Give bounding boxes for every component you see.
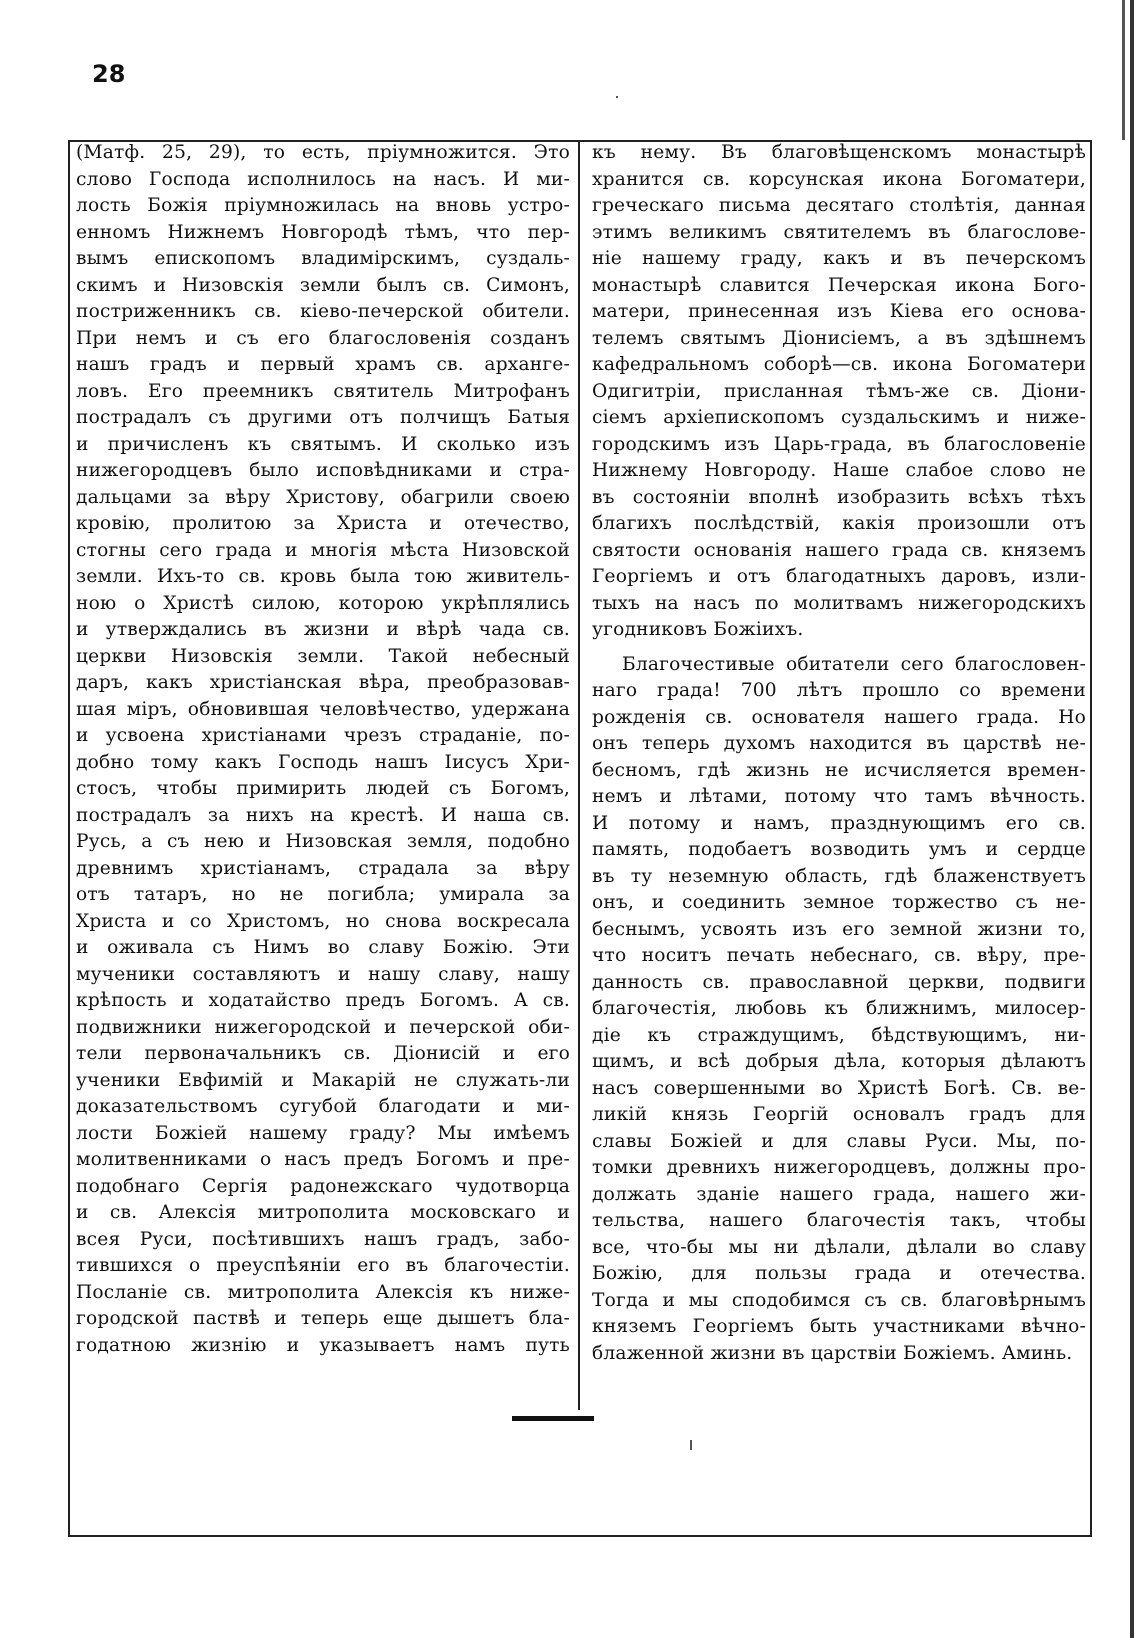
text-line: Георгіемъ и отъ благодатныхъ даровъ, изли- [592, 566, 1086, 587]
text-line: нижегородцевъ было исповѣдниками и стра- [76, 460, 570, 481]
page-number: 28 [92, 60, 126, 88]
text-line: благихъ послѣдствій, какія произошли отъ [592, 513, 1086, 534]
text-line: и св. Алексія митрополита московскаго и [76, 1202, 570, 1223]
text-line: греческаго письма десятаго столѣтія, данная [592, 195, 1086, 216]
text-line: въ ту неземную область, гдѣ блаженствуетъ [592, 865, 1086, 887]
text-line: память, подобаетъ возводить умъ и сердце [592, 839, 1086, 860]
text-line: бесномъ, гдѣ жизнь не исчисляется времен- [592, 759, 1086, 781]
text-line: въ состояніи вполнѣ изобразить всѣхъ тѣхъ [592, 486, 1086, 508]
text-line: угодниковъ Божіихъ. [592, 619, 804, 640]
text-line: постриженникъ св. кіево-печерской обители. [76, 301, 570, 322]
text-line: слово Господа исполнилось на насъ. И ми- [76, 168, 570, 190]
text-line: ловъ. Его преемникъ святитель Митрофанъ [76, 380, 570, 402]
text-line: и утверждались въ жизни и вѣрѣ чада св. [76, 619, 570, 640]
text-line: доказательствомъ сугубой благодати и ми- [76, 1096, 570, 1117]
text-line: кафедральномъ соборѣ—св. икона Богоматери [592, 354, 1086, 375]
text-line: рожденія св. основателя нашего града. Но [592, 706, 1086, 728]
text-line: Тогда и мы сподобимся съ св. благовѣрнымъ [592, 1289, 1086, 1311]
end-rule [512, 1416, 594, 1421]
text-line: шая міръ, обновившая человѣчество, удержана [76, 698, 570, 720]
text-line: подвижники нижегородской и печерской оби- [76, 1016, 570, 1038]
text-line: Благочестивые обитатели сего благословен- [622, 653, 1086, 675]
text-line: что носитъ печать небеснаго, св. вѣру, пре- [592, 945, 1086, 966]
text-line: И потому и намъ, празднующимъ его св. [592, 812, 1086, 834]
text-line: енномъ Нижнемъ Новгородѣ тѣмъ, что пер- [76, 221, 570, 243]
text-line: Русь, а съ нею и Низовская земля, подобно [76, 831, 570, 852]
text-line: Нижнему Новгороду. Наше слабое слово не [592, 460, 1086, 481]
text-line: онъ теперь духомъ находится въ царствѣ не- [592, 733, 1086, 754]
text-line: и причисленъ къ святымъ. И сколько изъ [76, 433, 570, 455]
text-line: древнимъ христіанамъ, страдала за вѣру [76, 857, 570, 879]
text-line: добно тому какъ Господь нашъ Іисусъ Хри- [76, 751, 570, 773]
text-line: данность св. православной церкви, подвиги [592, 971, 1086, 993]
text-line: благочестія, любовь къ ближнимъ, милосер- [592, 998, 1086, 1019]
text-line: нашъ градъ и первый храмъ св. арханге- [76, 354, 570, 375]
text-line: земли. Ихъ-то св. кровь была тою живитель- [76, 566, 570, 587]
text-line: ною о Христѣ силою, которою укрѣплялись [76, 592, 570, 614]
text-line: ніе нашему граду, какъ и въ печерскомъ [592, 248, 1086, 269]
text-line: святости основанія нашего града св. княземъ [592, 539, 1086, 561]
text-line: діе къ страждущимъ, бѣдствующимъ, ни- [592, 1024, 1086, 1046]
text-line: Одигитріи, присланная тѣмъ-же св. Діони- [592, 380, 1086, 402]
scan-speck [616, 96, 618, 98]
text-line: лость Божія пріумножилась на вновь устро- [76, 195, 570, 216]
text-line: беснымъ, усвоять изъ его земной жизни то, [592, 918, 1086, 940]
text-line: молитвенниками о насъ предъ Богомъ и пре- [76, 1149, 570, 1170]
text-line: тившихся о преуспѣяніи его въ благочестіи. [76, 1255, 570, 1276]
text-line: городской паствѣ и теперь еще дышетъ бла- [76, 1308, 570, 1329]
text-line: хранится св. корсунская икона Богоматери, [592, 168, 1086, 190]
text-line: къ нему. Въ благовѣщенскомъ монастырѣ [592, 142, 1086, 163]
text-line: стогны сего града и многія мѣста Низовской [76, 539, 570, 561]
text-line: монастырѣ славится Печерская икона Бого- [592, 274, 1086, 296]
text-line: церкви Низовскія земли. Такой небесный [76, 645, 570, 667]
text-line: славы Божіей и для славы Руси. Мы, по- [592, 1130, 1086, 1152]
text-line: (Матф. 25, 29), то есть, пріумножится. Это [76, 142, 570, 163]
text-line: насъ совершенными во Христѣ Богѣ. Св. ве- [592, 1077, 1086, 1099]
scan-edge-line [1122, 0, 1125, 140]
left-column [76, 140, 570, 1359]
text-line: кровію, пролитою за Христа и отечество, [76, 513, 570, 534]
text-line: отъ татаръ, но не погибла; умирала за [76, 884, 570, 905]
text-line: мученики составляютъ и нашу славу, нашу [76, 963, 570, 985]
text-line: вымъ епископомъ владимірскимъ, суздаль- [76, 248, 570, 269]
text-line: онъ, и соединить земное торжество съ не- [592, 892, 1086, 913]
text-line: скимъ и Низовскія земли былъ св. Симонъ, [76, 274, 570, 296]
text-line: Христа и со Христомъ, но снова воскресала [76, 910, 570, 932]
text-line: ученики Евфимій и Макарій не служать-ли [76, 1069, 570, 1091]
text-line: даръ, какъ христіанская вѣра, преобразовав- [76, 672, 570, 693]
text-line: и оживала съ Нимъ во славу Божію. Эти [76, 937, 570, 958]
text-line: подобнаго Сергія радонежскаго чудотворца [76, 1175, 570, 1197]
text-line: матери, принесенная изъ Кіева его основа- [592, 301, 1086, 322]
scan-speck [690, 1440, 692, 1450]
text-line: все, что-бы мы ни дѣлали, дѣлали во славу [592, 1236, 1086, 1258]
text-line: городскимъ изъ Царь-града, въ благословеніе [592, 433, 1086, 455]
text-line: тели первоначальникъ св. Діонисій и его [76, 1043, 570, 1064]
text-line: княземъ Георгіемъ быть участниками вѣчно- [592, 1316, 1086, 1337]
text-line: всея Руси, посѣтившихъ нашъ градъ, забо- [76, 1228, 570, 1250]
text-line: крѣпость и ходатайство предъ Богомъ. А св. [76, 990, 570, 1011]
text-line: годатною жизнію и указываетъ намъ путь [76, 1334, 570, 1356]
column-divider [578, 140, 580, 1410]
text-line: наго града! 700 лѣтъ прошло со времени [592, 680, 1086, 701]
text-line: пострадалъ съ другими отъ полчищъ Батыя [76, 407, 570, 428]
text-line: тельства, нашего благочестія такъ, чтобы [592, 1210, 1086, 1231]
text-line: дальцами за вѣру Христову, обагрили своею [76, 486, 570, 508]
text-line: лости Божіей нашему граду? Мы имѣемъ [76, 1122, 570, 1144]
text-line: этимъ великимъ святителемъ въ благослове- [592, 221, 1086, 243]
right-column [592, 140, 1086, 1367]
text-line: телемъ святымъ Діонисіемъ, а въ здѣшнемъ [592, 327, 1086, 349]
text-line: щимъ, и всѣ добрыя дѣла, которыя дѣлаютъ [592, 1051, 1086, 1072]
text-line: При немъ и съ его благословенія созданъ [76, 327, 570, 349]
text-line: стосъ, чтобы примирить людей съ Богомъ, [76, 778, 570, 799]
text-line: и усвоена христіанами чрезъ страданіе, по- [76, 725, 570, 746]
text-line: Посланіе св. митрополита Алексія къ ниже- [76, 1281, 570, 1303]
text-line: ликій князь Георгій основалъ градъ для [592, 1104, 1086, 1125]
text-line: тыхъ на насъ по молитвамъ нижегородскихъ [592, 592, 1086, 614]
text-line: пострадалъ за нихъ на крестѣ. И наша св. [76, 804, 570, 826]
paragraph-gap [592, 644, 1086, 652]
text-line: томки древнихъ нижегородцевъ, должны про- [592, 1157, 1086, 1178]
text-line: Божію, для пользы града и отечества. [592, 1263, 1086, 1284]
text-line: сіемъ архіепископомъ суздальскимъ и ниже- [592, 407, 1086, 428]
text-line: немъ и лѣтами, потому что тамъ вѣчность. [592, 786, 1086, 807]
scan-edge-bar [1130, 0, 1134, 1638]
text-line: блаженной жизни въ царствіи Божіемъ. Аминь. [592, 1342, 1073, 1364]
text-line: должать зданіе нашего града, нашего жи- [592, 1183, 1086, 1205]
